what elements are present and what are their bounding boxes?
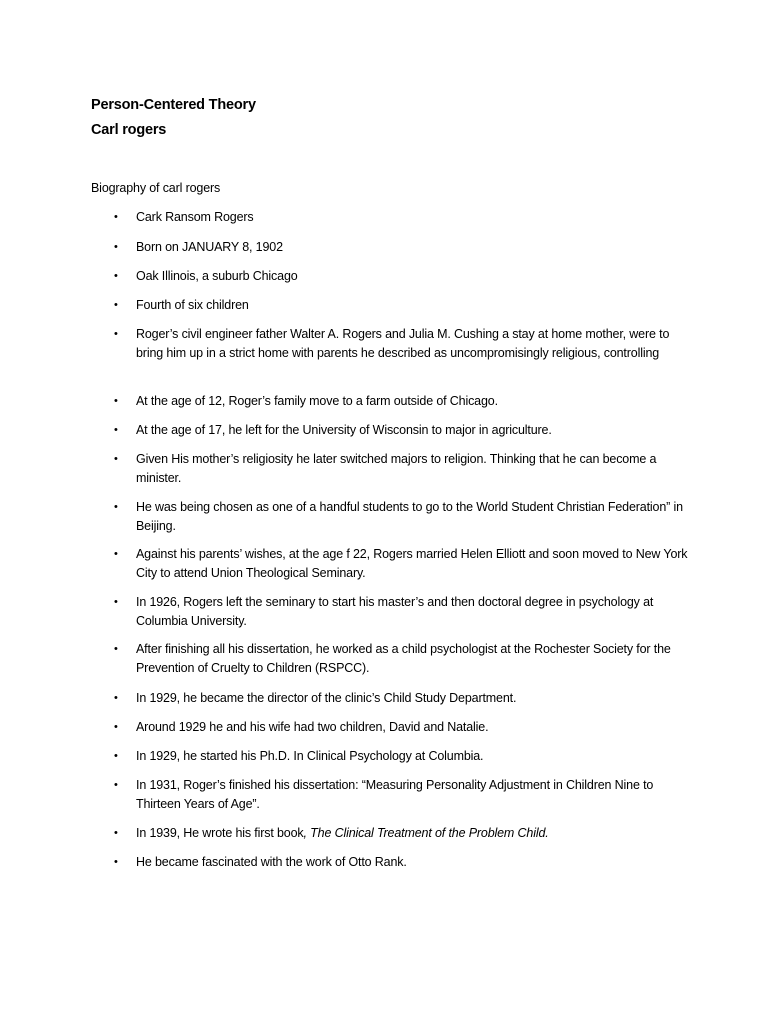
document-title: Person-Centered Theory: [91, 97, 256, 113]
list-item-text: Born on JANUARY 8, 1902: [136, 240, 283, 254]
bullet-marker: •: [114, 856, 118, 868]
list-item-text: Roger’s civil engineer father Walter A. Rogers and Julia M. Cushing a stay at home mother, were to bring him up in a strict home with parents he described as uncompromisingly religious, controlling: [136, 327, 670, 360]
bullet-marker: •: [114, 643, 118, 655]
list-item-text: Given His mother’s religiosity he later switched majors to religion. Thinking that he can become a minister.: [136, 452, 657, 485]
bullet-marker: •: [114, 299, 118, 311]
list-item-text: Oak Illinois, a suburb Chicago: [136, 269, 298, 283]
biography-list: [91, 0, 691, 1024]
bullet-marker: •: [114, 596, 118, 608]
bullet-marker: •: [114, 501, 118, 513]
list-item-text: In 1926, Rogers left the seminary to start his master’s and then doctoral degree in psychology at Columbia University.: [136, 595, 654, 628]
list-item-text: Against his parents’ wishes, at the age f 22, Rogers married Helen Elliott and soon moved to New York City to attend Union Theological Seminary.: [136, 547, 688, 580]
section-heading: Biography of carl rogers: [91, 181, 221, 195]
list-item-text: After finishing all his dissertation, he worked as a child psychologist at the Rochester Society for the Prevention of Cruelty to Children (RSPCC).: [136, 642, 671, 675]
bullet-marker: •: [114, 750, 118, 762]
bullet-marker: •: [114, 692, 118, 704]
bullet-marker: •: [114, 270, 118, 282]
list-item-text: Fourth of six children: [136, 298, 249, 312]
bullet-marker: •: [114, 548, 118, 560]
book-title: , The Clinical Treatment of the Problem Child.: [303, 826, 549, 840]
list-item-text: At the age of 17, he left for the University of Wisconsin to major in agriculture.: [136, 423, 552, 437]
bullet-marker: •: [114, 779, 118, 791]
list-item-text: In 1929, he became the director of the clinic’s Child Study Department.: [136, 691, 517, 705]
list-item-text: At the age of 12, Roger’s family move to a farm outside of Chicago.: [136, 394, 498, 408]
list-item-text: In 1931, Roger’s finished his dissertation: “Measuring Personality Adjustment in Children Nine to Thirteen Years of Age”.: [136, 778, 654, 811]
list-item-text: Around 1929 he and his wife had two children, David and Natalie.: [136, 720, 489, 734]
list-item-text: In 1929, he started his Ph.D. In Clinical Psychology at Columbia.: [136, 749, 484, 763]
bullet-marker: •: [114, 827, 118, 839]
bullet-marker: •: [114, 721, 118, 733]
list-item-text-main: In 1939, He wrote his first book: [136, 826, 304, 840]
bullet-marker: •: [114, 328, 118, 340]
list-item-text: He was being chosen as one of a handful students to go to the World Student Christian Federation” in Beijing.: [136, 500, 683, 533]
bullet-marker: •: [114, 211, 118, 223]
list-item-text: Cark Ransom Rogers: [136, 210, 254, 224]
bullet-marker: •: [114, 241, 118, 253]
bullet-marker: •: [114, 453, 118, 465]
document-subtitle: Carl rogers: [91, 122, 167, 138]
bullet-marker: •: [114, 395, 118, 407]
bullet-marker: •: [114, 424, 118, 436]
list-item-text: [136, 824, 691, 843]
list-item-text: He became fascinated with the work of Otto Rank.: [136, 855, 407, 869]
